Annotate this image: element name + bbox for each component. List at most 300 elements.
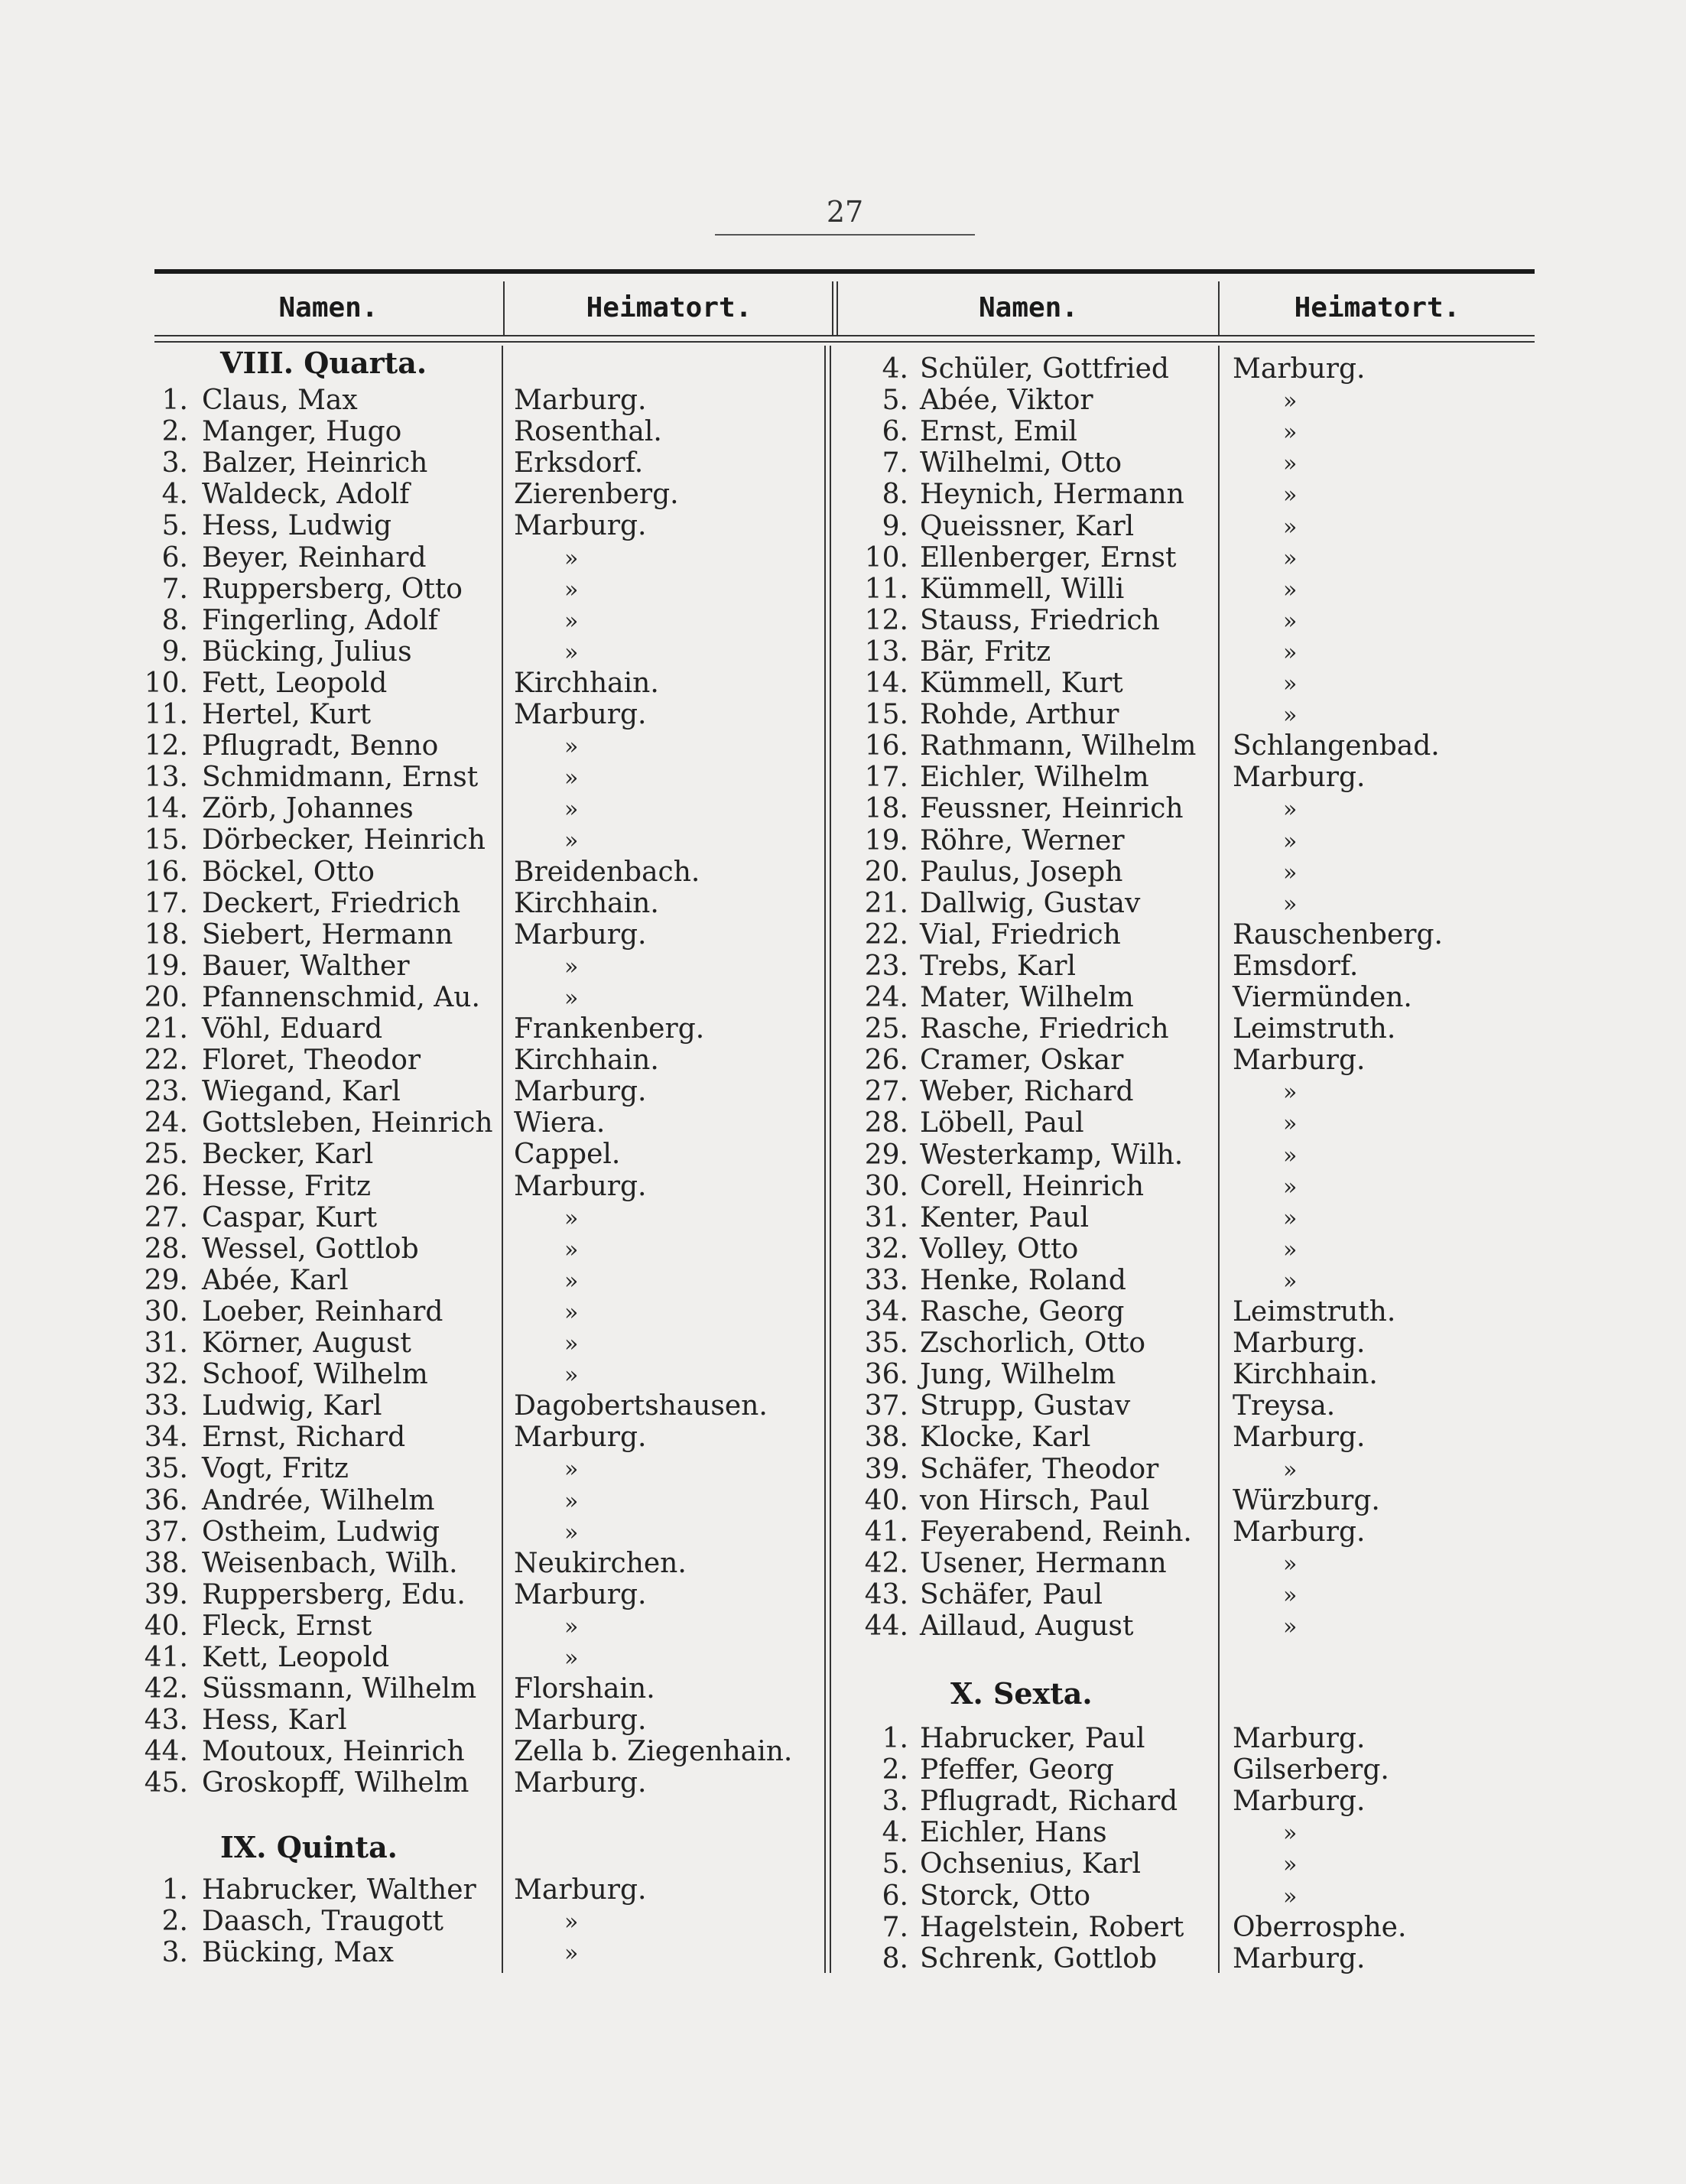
list-item bbox=[0, 951, 1686, 982]
list-item bbox=[0, 1171, 1686, 1202]
entry-name: Rohde, Arthur bbox=[920, 699, 1119, 731]
entry-place: Wiera. bbox=[514, 1107, 606, 1139]
entry-number: 20. bbox=[144, 981, 188, 1013]
entry-name: Vogt, Fritz bbox=[202, 1453, 349, 1485]
entry-name: Ellenberger, Ernst bbox=[920, 541, 1177, 574]
entry-place: » bbox=[564, 733, 579, 761]
entry-number: 45. bbox=[144, 1767, 188, 1799]
entry-place: Zierenberg. bbox=[514, 479, 679, 511]
entry-number: 18. bbox=[144, 918, 188, 951]
entry-number: 30. bbox=[864, 1170, 908, 1202]
list-item bbox=[0, 825, 1686, 856]
entry-place: » bbox=[1283, 639, 1298, 666]
entry-name: Körner, August bbox=[202, 1328, 411, 1359]
entry-place: » bbox=[1283, 1456, 1298, 1484]
entry-number: 9. bbox=[882, 510, 908, 542]
entry-number: 9. bbox=[161, 635, 188, 668]
entry-place: Erksdorf. bbox=[514, 447, 644, 479]
entry-place: Marburg. bbox=[1233, 1045, 1366, 1077]
entry-name: Becker, Karl bbox=[202, 1139, 374, 1171]
entry-place: » bbox=[1283, 796, 1298, 824]
entry-number: 14. bbox=[144, 793, 188, 825]
entry-name: Gottsleben, Heinrich bbox=[202, 1107, 493, 1139]
list-item bbox=[0, 793, 1686, 824]
entry-number: 28. bbox=[864, 1107, 908, 1139]
entry-name: Floret, Theodor bbox=[202, 1045, 421, 1077]
entry-name: Schoof, Wilhelm bbox=[202, 1359, 428, 1391]
entry-number: 6. bbox=[882, 416, 908, 448]
entry-name: Strupp, Gustav bbox=[920, 1390, 1131, 1422]
entry-name: Schäfer, Theodor bbox=[920, 1453, 1159, 1485]
entry-number: 22. bbox=[864, 918, 908, 951]
entry-name: Loeber, Reinhard bbox=[202, 1295, 443, 1328]
list-item bbox=[0, 353, 1686, 385]
entry-name: Volley, Otto bbox=[920, 1233, 1079, 1265]
entry-place: » bbox=[564, 1331, 579, 1357]
entry-name: Mater, Wilhelm bbox=[920, 982, 1134, 1013]
entry-place: » bbox=[564, 544, 579, 572]
entry-place: » bbox=[564, 1645, 579, 1672]
entry-number: 33. bbox=[144, 1390, 188, 1422]
entry-name: Siebert, Hermann bbox=[202, 918, 453, 951]
entry-number: 5. bbox=[882, 385, 908, 417]
entry-place: Marburg. bbox=[514, 1076, 647, 1108]
entry-number: 15. bbox=[144, 824, 188, 856]
entry-place: » bbox=[1283, 890, 1298, 918]
entry-number: 23. bbox=[144, 1076, 188, 1108]
entry-number: 7. bbox=[161, 573, 188, 605]
entry-place: Marburg. bbox=[1233, 1786, 1366, 1818]
entry-number: 13. bbox=[864, 635, 908, 668]
entry-name: Bauer, Walther bbox=[202, 950, 410, 982]
entry-number: 29. bbox=[864, 1139, 908, 1171]
list-item bbox=[0, 1107, 1686, 1139]
entry-name: Manger, Hugo bbox=[202, 416, 402, 448]
entry-number: 22. bbox=[144, 1045, 188, 1077]
entry-number: 44. bbox=[864, 1610, 908, 1642]
entry-place: » bbox=[1283, 1550, 1298, 1578]
entry-number: 20. bbox=[864, 856, 908, 888]
entry-name: Fingerling, Adolf bbox=[202, 604, 438, 636]
entry-name: Hess, Ludwig bbox=[202, 510, 392, 542]
entry-number: 23. bbox=[864, 950, 908, 982]
list-item bbox=[0, 1579, 1686, 1610]
entry-place: Oberrosphe. bbox=[1233, 1911, 1407, 1943]
entry-place: » bbox=[564, 1487, 579, 1515]
list-item bbox=[0, 1516, 1686, 1548]
entry-name: Rasche, Georg bbox=[920, 1296, 1125, 1328]
list-item bbox=[0, 888, 1686, 919]
entry-name: Trebs, Karl bbox=[920, 950, 1077, 982]
entry-name: Bär, Fritz bbox=[920, 635, 1051, 668]
entry-number: 39. bbox=[864, 1453, 908, 1485]
list-item bbox=[0, 1642, 1686, 1673]
entry-name: Feussner, Heinrich bbox=[920, 793, 1184, 825]
entry-place: » bbox=[1283, 1142, 1298, 1169]
entry-place: » bbox=[564, 607, 579, 635]
entry-name: Kümmell, Willi bbox=[920, 573, 1125, 605]
entry-place: » bbox=[1283, 1236, 1298, 1263]
entry-name: Rathmann, Wilhelm bbox=[920, 730, 1197, 762]
entry-number: 8. bbox=[882, 479, 908, 511]
entry-place: Kirchhain. bbox=[514, 667, 659, 699]
entry-place: Marburg. bbox=[1233, 1516, 1366, 1548]
entry-name: Stauss, Friedrich bbox=[920, 604, 1160, 636]
entry-name: Ernst, Richard bbox=[202, 1422, 406, 1454]
entry-place: Marburg. bbox=[1233, 1328, 1366, 1360]
entry-name: Wiegand, Karl bbox=[202, 1076, 401, 1108]
entry-place: » bbox=[564, 984, 579, 1012]
list-item bbox=[0, 762, 1686, 793]
entry-name: Kümmell, Kurt bbox=[920, 668, 1123, 699]
entry-number: 43. bbox=[864, 1578, 908, 1610]
header-divider bbox=[832, 281, 833, 335]
entry-number: 41. bbox=[144, 1642, 188, 1673]
header-rule bbox=[154, 335, 1535, 336]
entry-number: 40. bbox=[864, 1484, 908, 1516]
list-item bbox=[0, 856, 1686, 888]
entry-number: 21. bbox=[864, 887, 908, 919]
entry-place: Marburg. bbox=[514, 1422, 647, 1454]
list-item bbox=[0, 1045, 1686, 1076]
entry-name: Kett, Leopold bbox=[202, 1642, 390, 1673]
entry-number: 1. bbox=[882, 1723, 908, 1754]
entry-name: Pflugradt, Richard bbox=[920, 1786, 1178, 1818]
list-item bbox=[0, 1076, 1686, 1107]
entry-place: » bbox=[1283, 576, 1298, 603]
entry-place: Würzburg. bbox=[1233, 1484, 1380, 1516]
entry-number: 2. bbox=[882, 1754, 908, 1786]
header-right-names: Namen. bbox=[978, 292, 1079, 323]
list-item bbox=[0, 416, 1686, 447]
entry-number: 34. bbox=[144, 1422, 188, 1454]
entry-place: Neukirchen. bbox=[514, 1547, 687, 1579]
entry-number: 5. bbox=[161, 510, 188, 542]
entry-name: Groskopff, Wilhelm bbox=[202, 1767, 469, 1799]
entry-place: » bbox=[564, 1519, 579, 1546]
list-item bbox=[0, 1943, 1686, 1974]
list-item bbox=[0, 1139, 1686, 1171]
entry-name: Henke, Roland bbox=[920, 1264, 1126, 1296]
entry-place: Cappel. bbox=[514, 1139, 621, 1171]
entry-name: Hess, Karl bbox=[202, 1705, 347, 1737]
entry-name: Pfeffer, Georg bbox=[920, 1754, 1114, 1786]
entry-name: Ruppersberg, Edu. bbox=[202, 1578, 466, 1610]
entry-number: 32. bbox=[144, 1359, 188, 1391]
entry-number: 12. bbox=[144, 730, 188, 762]
entry-name: Ruppersberg, Otto bbox=[202, 573, 463, 605]
list-item bbox=[0, 1548, 1686, 1579]
entry-name: Bücking, Julius bbox=[202, 635, 412, 668]
entry-place: Marburg. bbox=[514, 1705, 647, 1737]
list-item bbox=[0, 1422, 1686, 1453]
header-left-place: Heimatort. bbox=[586, 292, 752, 323]
entry-name: Röhre, Werner bbox=[920, 824, 1125, 856]
entry-name: Zschorlich, Otto bbox=[920, 1328, 1146, 1360]
list-item bbox=[0, 1912, 1686, 1943]
entry-number: 12. bbox=[864, 604, 908, 636]
entry-place: Rauschenberg. bbox=[1233, 918, 1443, 951]
entry-number: 8. bbox=[882, 1942, 908, 1974]
entry-number: 33. bbox=[864, 1264, 908, 1296]
entry-place: Marburg. bbox=[514, 699, 647, 730]
entry-name: Vial, Friedrich bbox=[920, 918, 1121, 951]
entry-name: Deckert, Friedrich bbox=[202, 887, 461, 919]
entry-name: Usener, Hermann bbox=[920, 1547, 1167, 1579]
header-right-place: Heimatort. bbox=[1294, 292, 1460, 323]
entry-name: Abée, Viktor bbox=[920, 385, 1093, 417]
entry-name: Aillaud, August bbox=[920, 1610, 1134, 1642]
entry-place: Treysa. bbox=[1233, 1390, 1336, 1422]
entry-place: Dagobertshausen. bbox=[514, 1390, 768, 1422]
entry-place: » bbox=[564, 1267, 579, 1295]
list-item bbox=[0, 1485, 1686, 1516]
list-item bbox=[0, 1880, 1686, 1912]
list-item bbox=[0, 1786, 1686, 1817]
entry-place: » bbox=[1283, 1110, 1298, 1138]
entry-number: 34. bbox=[864, 1296, 908, 1328]
entry-place: » bbox=[1283, 607, 1298, 635]
entry-name: Ernst, Emil bbox=[920, 416, 1077, 448]
entry-name: Heynich, Hermann bbox=[920, 479, 1184, 511]
entry-number: 6. bbox=[882, 1880, 908, 1912]
entry-name: Cramer, Oskar bbox=[920, 1045, 1124, 1077]
entry-place: » bbox=[564, 953, 579, 980]
entry-place: Marburg. bbox=[514, 1170, 647, 1202]
entry-number: 37. bbox=[144, 1516, 188, 1548]
list-item bbox=[0, 479, 1686, 510]
list-item bbox=[0, 1013, 1686, 1045]
entry-place: » bbox=[1283, 1851, 1298, 1879]
entry-number: 30. bbox=[144, 1295, 188, 1328]
entry-place: » bbox=[1283, 450, 1298, 478]
entry-place: » bbox=[1283, 1267, 1298, 1295]
list-item bbox=[0, 447, 1686, 479]
entry-number: 4. bbox=[882, 1817, 908, 1849]
entry-place: » bbox=[564, 1940, 579, 1968]
entry-number: 42. bbox=[144, 1673, 188, 1705]
entry-name: Habrucker, Walther bbox=[202, 1874, 476, 1906]
entry-name: Weisenbach, Wilh. bbox=[202, 1547, 458, 1579]
entry-place: » bbox=[1283, 671, 1298, 697]
entry-number: 27. bbox=[864, 1076, 908, 1108]
entry-name: von Hirsch, Paul bbox=[920, 1484, 1150, 1516]
entry-place: » bbox=[1283, 1204, 1298, 1232]
entry-name: Schüler, Gottfried bbox=[920, 353, 1169, 385]
header-divider bbox=[1218, 281, 1220, 335]
entry-place: » bbox=[1283, 1883, 1298, 1910]
entry-number: 4. bbox=[161, 479, 188, 511]
entry-name: Ochsenius, Karl bbox=[920, 1848, 1141, 1880]
entry-number: 2. bbox=[161, 1906, 188, 1938]
entry-name: Löbell, Paul bbox=[920, 1107, 1084, 1139]
entry-name: Abée, Karl bbox=[202, 1264, 349, 1296]
entry-number: 25. bbox=[144, 1139, 188, 1171]
entry-place: » bbox=[564, 1236, 579, 1263]
list-item bbox=[0, 699, 1686, 730]
entry-number: 40. bbox=[144, 1610, 188, 1642]
section-title: X. Sexta. bbox=[950, 1676, 1093, 1711]
entry-number: 35. bbox=[144, 1453, 188, 1485]
entry-place: Marburg. bbox=[1233, 1723, 1366, 1754]
entry-place: » bbox=[1283, 388, 1298, 415]
entry-place: » bbox=[1283, 1614, 1298, 1640]
entry-number: 10. bbox=[144, 667, 188, 699]
entry-number: 21. bbox=[144, 1013, 188, 1045]
list-item bbox=[0, 636, 1686, 668]
entry-number: 39. bbox=[144, 1578, 188, 1610]
entry-number: 10. bbox=[864, 541, 908, 574]
entry-name: Hagelstein, Robert bbox=[920, 1911, 1184, 1943]
entry-number: 43. bbox=[144, 1705, 188, 1737]
entry-name: Feyerabend, Reinh. bbox=[920, 1516, 1192, 1548]
entry-name: Schmidmann, Ernst bbox=[202, 762, 479, 794]
entry-name: Ostheim, Ludwig bbox=[202, 1516, 440, 1548]
entry-place: Kirchhain. bbox=[1233, 1359, 1378, 1391]
entry-number: 19. bbox=[144, 950, 188, 982]
entry-name: Schrenk, Gottlob bbox=[920, 1942, 1158, 1974]
entry-number: 26. bbox=[144, 1170, 188, 1202]
entry-place: Viermünden. bbox=[1233, 982, 1412, 1013]
entry-name: Süssmann, Wilhelm bbox=[202, 1673, 477, 1705]
list-item bbox=[0, 574, 1686, 605]
header-left-names: Namen. bbox=[278, 292, 378, 323]
entry-number: 8. bbox=[161, 604, 188, 636]
entry-number: 31. bbox=[864, 1201, 908, 1233]
entry-place: Marburg. bbox=[514, 1578, 647, 1610]
table-header bbox=[0, 281, 1686, 335]
list-item bbox=[0, 1296, 1686, 1328]
entry-place: Marburg. bbox=[1233, 1422, 1366, 1454]
entry-number: 7. bbox=[882, 1911, 908, 1943]
entry-place: » bbox=[564, 765, 579, 792]
entry-name: Caspar, Kurt bbox=[202, 1201, 378, 1233]
entry-place: Kirchhain. bbox=[514, 1045, 659, 1077]
entry-name: Claus, Max bbox=[202, 385, 358, 416]
entry-number: 32. bbox=[864, 1233, 908, 1265]
entry-name: Klocke, Karl bbox=[920, 1422, 1091, 1454]
list-item bbox=[0, 1723, 1686, 1754]
entry-number: 41. bbox=[864, 1516, 908, 1548]
entry-number: 11. bbox=[864, 573, 908, 605]
entry-name: Zörb, Johannes bbox=[202, 793, 414, 825]
entry-number: 42. bbox=[864, 1547, 908, 1579]
page-number-rule bbox=[715, 234, 975, 236]
list-item bbox=[0, 1610, 1686, 1642]
entry-number: 31. bbox=[144, 1328, 188, 1359]
list-item bbox=[0, 730, 1686, 762]
entry-place: » bbox=[1283, 1173, 1298, 1201]
entry-number: 16. bbox=[144, 856, 188, 888]
entry-number: 35. bbox=[864, 1328, 908, 1360]
entry-place: » bbox=[564, 796, 579, 824]
entry-place: » bbox=[1283, 859, 1298, 886]
entry-place: » bbox=[564, 1456, 579, 1484]
entry-place: Marburg. bbox=[1233, 762, 1366, 794]
list-item bbox=[0, 668, 1686, 699]
entry-number: 3. bbox=[882, 1786, 908, 1818]
entry-name: Pfannenschmid, Au. bbox=[202, 981, 480, 1013]
list-item bbox=[0, 1454, 1686, 1485]
entry-place: Kirchhain. bbox=[514, 887, 659, 919]
entry-name: Ludwig, Karl bbox=[202, 1390, 382, 1422]
entry-number: 36. bbox=[144, 1484, 188, 1516]
entry-number: 27. bbox=[144, 1201, 188, 1233]
entry-place: Frankenberg. bbox=[514, 1013, 705, 1045]
entry-place: » bbox=[564, 1204, 579, 1232]
entry-number: 28. bbox=[144, 1233, 188, 1265]
list-item bbox=[0, 1754, 1686, 1786]
entry-place: Gilserberg. bbox=[1233, 1754, 1389, 1786]
section-title: IX. Quinta. bbox=[220, 1830, 398, 1864]
entry-place: Marburg. bbox=[514, 918, 647, 951]
entry-place: Breidenbach. bbox=[514, 856, 700, 888]
entry-name: Pflugradt, Benno bbox=[202, 730, 439, 762]
table-top-rule bbox=[154, 269, 1535, 274]
entry-place: Marburg. bbox=[514, 510, 647, 542]
list-item bbox=[0, 919, 1686, 951]
list-item bbox=[0, 1202, 1686, 1233]
entry-number: 38. bbox=[144, 1547, 188, 1579]
entry-place: Florshain. bbox=[514, 1673, 655, 1705]
list-item bbox=[0, 1328, 1686, 1359]
entry-name: Eichler, Wilhelm bbox=[920, 762, 1149, 794]
entry-number: 3. bbox=[161, 447, 188, 479]
entry-place: » bbox=[1283, 1079, 1298, 1107]
entry-name: Moutoux, Heinrich bbox=[202, 1736, 465, 1768]
entry-number: 4. bbox=[882, 353, 908, 385]
entry-number: 17. bbox=[144, 887, 188, 919]
entry-name: Fleck, Ernst bbox=[202, 1610, 372, 1642]
entry-number: 2. bbox=[161, 416, 188, 448]
entry-number: 6. bbox=[161, 541, 188, 574]
entry-number: 36. bbox=[864, 1359, 908, 1391]
entry-place: » bbox=[564, 639, 579, 666]
entry-place: Leimstruth. bbox=[1233, 1013, 1396, 1045]
entry-name: Bücking, Max bbox=[202, 1937, 394, 1969]
entry-name: Eichler, Hans bbox=[920, 1817, 1107, 1849]
header-divider bbox=[503, 281, 505, 335]
entry-name: Queissner, Karl bbox=[920, 510, 1135, 542]
list-item bbox=[0, 982, 1686, 1013]
entry-place: » bbox=[1283, 482, 1298, 509]
list-item bbox=[0, 605, 1686, 636]
entry-name: Vöhl, Eduard bbox=[202, 1013, 383, 1045]
entry-name: Daasch, Traugott bbox=[202, 1906, 444, 1938]
list-item bbox=[0, 1390, 1686, 1422]
entry-place: » bbox=[564, 1613, 579, 1640]
entry-number: 26. bbox=[864, 1045, 908, 1077]
entry-name: Wessel, Gottlob bbox=[202, 1233, 419, 1265]
entry-number: 1. bbox=[161, 385, 188, 416]
entry-number: 25. bbox=[864, 1013, 908, 1045]
entry-number: 17. bbox=[864, 762, 908, 794]
list-item bbox=[0, 511, 1686, 542]
entry-name: Corell, Heinrich bbox=[920, 1170, 1145, 1202]
entry-number: 24. bbox=[144, 1107, 188, 1139]
entry-name: Kenter, Paul bbox=[920, 1201, 1090, 1233]
entry-place: » bbox=[1283, 1581, 1298, 1609]
entry-number: 19. bbox=[864, 824, 908, 856]
entry-name: Habrucker, Paul bbox=[920, 1723, 1145, 1754]
entry-place: Marburg. bbox=[514, 1767, 647, 1799]
entry-place: » bbox=[1283, 1820, 1298, 1848]
entry-name: Jung, Wilhelm bbox=[920, 1359, 1116, 1391]
entry-place: Marburg. bbox=[514, 1874, 647, 1906]
entry-name: Storck, Otto bbox=[920, 1880, 1090, 1912]
header-divider bbox=[837, 281, 838, 335]
entry-place: » bbox=[1283, 827, 1298, 855]
